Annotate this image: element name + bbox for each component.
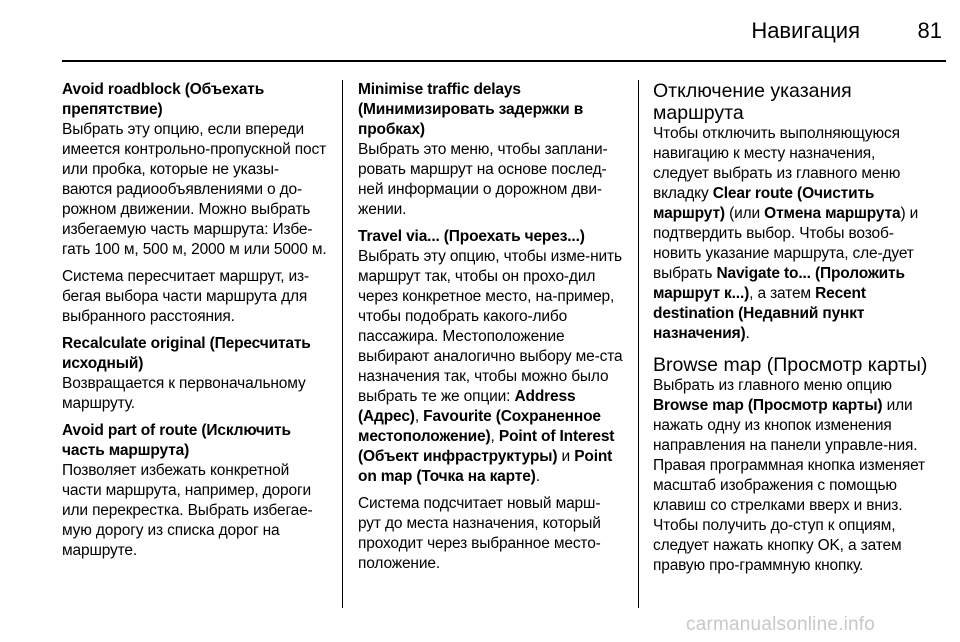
section-avoid-part-of-route bbox=[62, 421, 327, 561]
section-body bbox=[653, 376, 933, 576]
section-title: Avoid roadblock (Объехать препятствие) bbox=[62, 81, 265, 118]
body-text: ) и подтвердить выбор. Чтобы возоб-новить указание маршрута, сле-дует выбрать bbox=[653, 205, 919, 282]
separator: и bbox=[557, 448, 575, 465]
section-body: Возвращается к первоначальному маршруту. bbox=[62, 375, 306, 412]
section-recalculate-original bbox=[62, 334, 327, 414]
page-number: 81 bbox=[917, 18, 942, 43]
section-travel-via bbox=[358, 227, 623, 487]
section-heading: Отключение указания маршрута bbox=[653, 80, 852, 124]
body-text: Чтобы отключить выполняющуюся навигацию к месту назначения, следует выбрать из главного меню вкладку bbox=[653, 125, 901, 202]
separator: , bbox=[490, 428, 499, 445]
menu-cancel-route: Отмена маршрута bbox=[764, 205, 901, 222]
body-text: Выбрать эту опцию, чтобы изме-нить маршрут так, чтобы он прохо-дил через конкретное место, на-пример, чтобы подобрать какого-либо пассажира. Местоположение выбирают аналогично выбору ме-ста назначения так, чтобы можно было выбрать те же опции: bbox=[358, 248, 623, 405]
section-body bbox=[653, 124, 933, 344]
section-title: Minimise traffic delays (Минимизировать задержки в пробках) bbox=[358, 81, 584, 138]
column-2 bbox=[358, 80, 623, 581]
menu-recent-destination: Recent destination (Недавний пункт назначения) bbox=[653, 285, 866, 342]
option-address: Address (Адрес) bbox=[358, 388, 576, 425]
menu-navigate-to: Navigate to... (Проложить маршрут к...) bbox=[653, 265, 905, 302]
section-minimise-traffic-delays bbox=[358, 80, 623, 220]
menu-browse-map: Browse map (Просмотр карты) bbox=[653, 397, 883, 414]
body-text: (или bbox=[724, 205, 765, 222]
body-text: Выбрать из главного меню опцию bbox=[653, 377, 892, 394]
menu-clear-route: Clear route (Очистить маршрут) bbox=[653, 185, 875, 222]
option-point-of-interest: Point of Interest (Объект инфраструктуры) bbox=[358, 428, 615, 465]
header-divider bbox=[62, 60, 946, 62]
body-end: . bbox=[535, 468, 540, 485]
column-1 bbox=[62, 80, 327, 568]
option-favourite: Favourite (Сохраненное местоположение) bbox=[358, 408, 601, 445]
section-heading: Browse map (Просмотр карты) bbox=[653, 354, 928, 376]
paragraph: Система пересчитает маршрут, из-бегая выбора части маршрута для выбранного расстояния. bbox=[62, 268, 309, 325]
separator: , bbox=[414, 408, 424, 425]
column-divider-1 bbox=[342, 80, 343, 608]
section-body: Выбрать эту опцию, если впереди имеется контрольно-пропускной пост или пробка, которые не указы-ваются радиообъявлениями о до-рожном движении. Можно выбрать избегаемую часть маршрута: Избе-гать 100 м, 500 м, 2000 м или 5000 м. bbox=[62, 121, 327, 258]
section-body: Выбрать это меню, чтобы заплани-ровать маршрут на основе послед-ней информации о дорожном дви-жении. bbox=[358, 141, 608, 218]
section-browse-map bbox=[653, 354, 933, 576]
page-title: Навигация bbox=[751, 18, 860, 43]
column-divider-2 bbox=[638, 80, 639, 608]
page-header bbox=[0, 0, 960, 62]
section-body bbox=[358, 247, 623, 487]
section-title: Avoid part of route (Исключить часть маршрута) bbox=[62, 422, 291, 459]
section-title: Travel via... (Проехать через...) bbox=[358, 228, 585, 245]
watermark: carmanualsonline.info bbox=[686, 614, 876, 635]
body-text: или нажать одну из кнопок изменения направления на панели управле-ния. Правая программная кнопка изменяет масштаб изображения с помощью клавиш со стрелками вверх и вниз. Чтобы получить до-ступ к опциям, следует нажать кнопку OK, а затем правую про-граммную кнопку. bbox=[653, 397, 925, 574]
option-point-on-map: Point on map (Точка на карте) bbox=[358, 448, 613, 485]
section-body: Позволяет избежать конкретной части маршрута, например, дороги или перекрестка. Выбрать избегае-мую дорогу из списка дорог на маршруте. bbox=[62, 462, 313, 559]
paragraph: Система подсчитает новый марш-рут до места назначения, который проходит через выбранное место-положение. bbox=[358, 495, 601, 572]
section-disable-route-guidance bbox=[653, 80, 933, 344]
body-text: , а затем bbox=[749, 285, 816, 302]
section-title: Recalculate original (Пересчитать исходный) bbox=[62, 335, 311, 372]
body-end: . bbox=[745, 325, 750, 342]
column-3 bbox=[653, 80, 933, 583]
section-avoid-roadblock bbox=[62, 80, 327, 260]
